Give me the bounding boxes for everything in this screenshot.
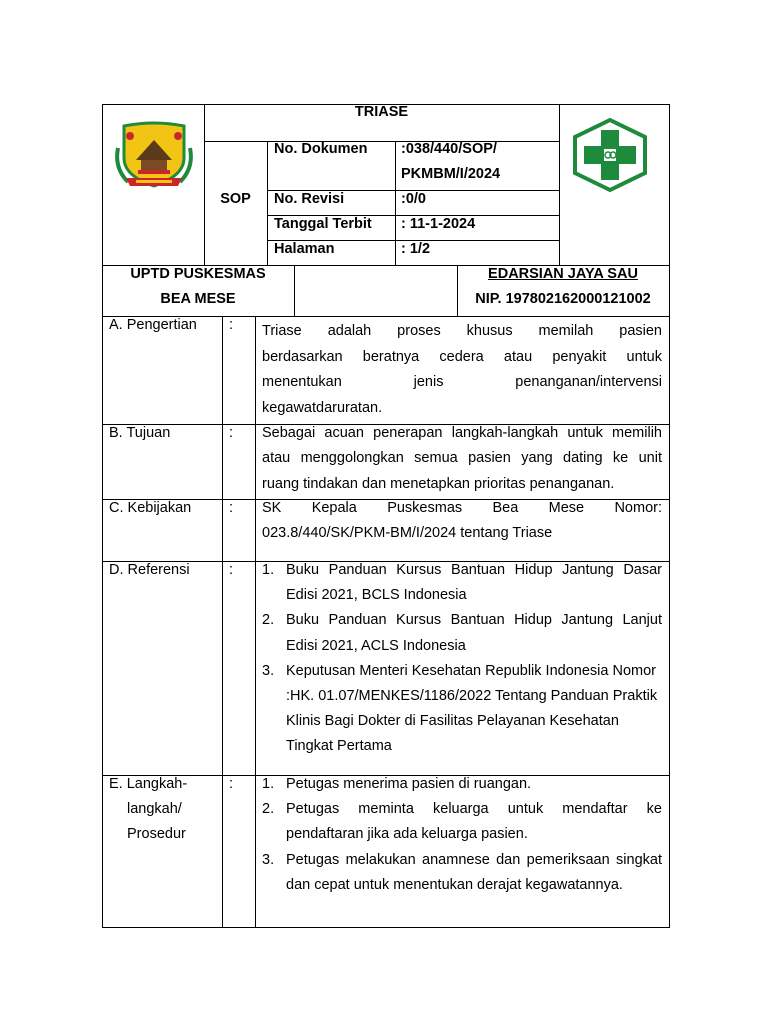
field-label-no-dokumen: No. Dokumen bbox=[274, 141, 368, 157]
list-item: 3. Petugas melakukan anamnese dan pemeriksaan singkat dan cepat untuk menentukan derajat kegawatannya. bbox=[262, 851, 662, 893]
field-value-no-dokumen-1: :038/440/SOP/ bbox=[401, 141, 497, 157]
list-item: 2. Petugas meminta keluarga untuk mendaftar ke pendaftaran jika ada keluarga pasien. bbox=[262, 801, 662, 843]
list-item: 1. Buku Panduan Kursus Bantuan Hidup Jantung Dasar Edisi 2021, BCLS Indonesia bbox=[262, 562, 662, 604]
field-value-halaman: : 1/2 bbox=[401, 241, 431, 257]
section-label-tujuan: B. Tujuan bbox=[109, 425, 171, 441]
section-label-langkah-2: langkah/ bbox=[127, 801, 182, 817]
document-title: TRIASE bbox=[354, 104, 409, 120]
section-colon: : bbox=[229, 500, 234, 516]
tujuan-text: Sebagai acuan penerapan langkah-langkah untuk memilih atau menggolongkan semua pasien yang dating ke unit ruang tindakan dan menetapkan prioritas penanganan. bbox=[262, 425, 662, 492]
field-value-tanggal-terbit: : 11-1-2024 bbox=[401, 216, 476, 232]
section-label-pengertian: A. Pengertian bbox=[109, 317, 197, 333]
section-colon: : bbox=[229, 562, 234, 578]
field-value-no-revisi: :0/0 bbox=[401, 191, 426, 207]
list-item: 2. Buku Panduan Kursus Bantuan Hidup Jantung Lanjut Edisi 2021, ACLS Indonesia bbox=[262, 612, 662, 654]
referensi-list bbox=[262, 558, 662, 760]
section-colon: : bbox=[229, 776, 234, 792]
puskesmas-logo bbox=[571, 118, 649, 192]
organization-name-line1: UPTD PUSKESMAS bbox=[130, 266, 266, 282]
kebijakan-text: SK Kepala Puskesmas Bea Mese Nomor: 023.8/440/SK/PKM-BM/I/2024 tentang Triase bbox=[262, 500, 662, 541]
field-label-no-revisi: No. Revisi bbox=[274, 191, 345, 207]
signer-nip: NIP. 197802162000121002 bbox=[475, 291, 651, 307]
list-item: 3. Keputusan Menteri Kesehatan Republik Indonesia Nomor :HK. 01.07/MENKES/1186/2022 Tentang Panduan Praktik Klinis Bagi Dokter di Fasilitas Pelayanan Kesehatan Tingkat Pertama bbox=[262, 662, 658, 755]
signer-name: EDARSIAN JAYA SAU bbox=[488, 266, 638, 282]
prosedur-list bbox=[262, 772, 662, 898]
section-colon: : bbox=[229, 425, 234, 441]
field-label-tanggal-terbit: Tanggal Terbit bbox=[274, 216, 372, 232]
section-label-langkah-1: E. Langkah- bbox=[109, 776, 188, 792]
section-colon: : bbox=[229, 317, 234, 333]
section-label-kebijakan: C. Kebijakan bbox=[109, 500, 192, 516]
section-label-langkah-3: Prosedur bbox=[127, 826, 186, 842]
field-value-no-dokumen-2: PKMBM/I/2024 bbox=[401, 166, 501, 182]
organization-name-line2: BEA MESE bbox=[160, 291, 236, 307]
field-label-halaman: Halaman bbox=[274, 241, 335, 257]
list-item: 1. Petugas menerima pasien di ruangan. bbox=[262, 776, 532, 792]
pengertian-text: Triase adalah proses khusus memilah pasien berdasarkan beratnya cedera atau penyakit untuk menentukan jenis penanganan/intervensi kegawatdaruratan. bbox=[262, 323, 662, 416]
regency-crest-logo bbox=[114, 118, 194, 192]
section-label-referensi: D. Referensi bbox=[109, 562, 190, 578]
sop-label: SOP bbox=[220, 191, 251, 207]
